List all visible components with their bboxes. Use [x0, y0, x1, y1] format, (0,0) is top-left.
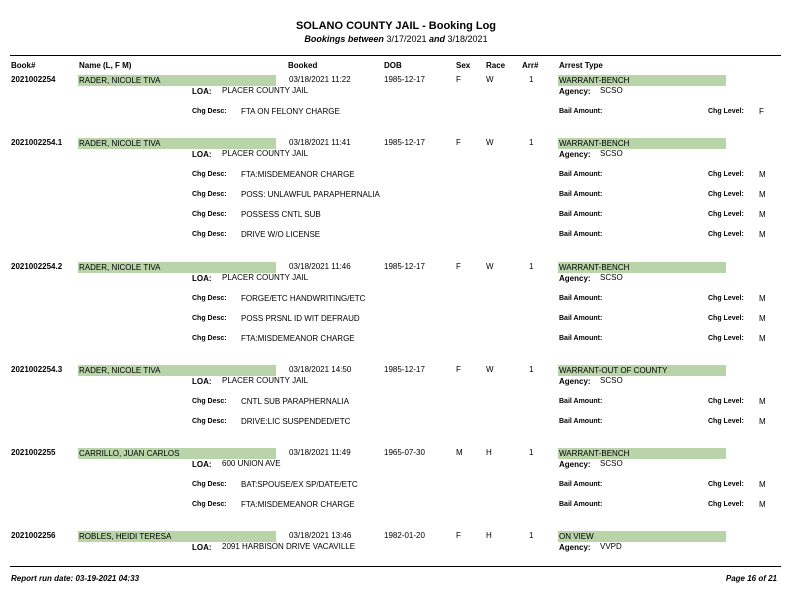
col-header-arr: Arr#: [522, 61, 539, 70]
booking-number: 2021002254: [11, 75, 56, 84]
charge-level: M: [759, 230, 766, 239]
date-of-birth: 1982-01-20: [384, 531, 425, 540]
charge-description: POSSESS CNTL SUB: [241, 210, 321, 219]
booking-number: 2021002254.1: [11, 138, 63, 147]
arrest-type: WARRANT-BENCH: [559, 449, 630, 458]
loa-value: PLACER COUNTY JAIL: [222, 376, 309, 385]
charge-level-label: Chg Level:: [708, 481, 744, 488]
booking-number: 2021002254.3: [11, 365, 63, 374]
sex: F: [456, 365, 461, 374]
arrest-count: 1: [529, 531, 534, 540]
charge-description: FTA:MISDEMEANOR CHARGE: [241, 170, 355, 179]
bail-amount-label: Bail Amount:: [559, 295, 603, 302]
inmate-name: RADER, NICOLE TIVA: [79, 76, 161, 85]
report-title: SOLANO COUNTY JAIL - Booking Log: [295, 20, 497, 32]
inmate-name-highlight: [78, 365, 276, 376]
date-to: 3/18/2021: [447, 34, 488, 44]
charge-level: M: [759, 190, 766, 199]
arrest-type: WARRANT-BENCH: [559, 76, 630, 85]
bail-amount-label: Bail Amount:: [559, 501, 603, 508]
date-of-birth: 1985-12-17: [384, 75, 425, 84]
loa-label: LOA:: [192, 274, 212, 283]
race: H: [486, 531, 492, 540]
arrest-type-highlight: [558, 448, 726, 459]
arrest-count: 1: [529, 262, 534, 271]
loa-value: 2091 HARBISON DRIVE VACAVILLE: [222, 542, 356, 551]
charge-desc-label: Chg Desc:: [192, 481, 227, 488]
charge-level-label: Chg Level:: [708, 231, 744, 238]
charge-level-label: Chg Level:: [708, 315, 744, 322]
charge-level-label: Chg Level:: [708, 171, 744, 178]
booked-datetime: 03/18/2021 11:49: [289, 448, 351, 457]
charge-description: FORGE/ETC HANDWRITING/ETC: [241, 294, 366, 303]
sex: M: [456, 448, 463, 457]
subtitle-prefix: Bookings between: [304, 34, 384, 44]
charge-description: POSS: UNLAWFUL PARAPHERNALIA: [241, 190, 380, 199]
booked-datetime: 03/18/2021 14:50: [289, 365, 352, 374]
booked-datetime: 03/18/2021 11:41: [289, 138, 351, 147]
charge-desc-label: Chg Desc:: [192, 171, 227, 178]
col-header-dob: DOB: [384, 61, 402, 70]
booking-number: 2021002256: [11, 531, 56, 540]
charge-level: M: [759, 334, 766, 343]
loa-label: LOA:: [192, 543, 212, 552]
charge-level: M: [759, 210, 766, 219]
report-subtitle: [0, 34, 792, 44]
report-run-date: Report run date: 03-19-2021 04:33: [11, 574, 140, 583]
loa-label: LOA:: [192, 87, 212, 96]
arrest-type-highlight: [558, 262, 726, 273]
bail-amount-label: Bail Amount:: [559, 171, 603, 178]
charge-description: BAT:SPOUSE/EX SP/DATE/ETC: [241, 480, 358, 489]
charge-description: DRIVE W/O LICENSE: [241, 230, 321, 239]
inmate-name-highlight: [78, 448, 276, 459]
agency-value: SCSO: [600, 273, 623, 282]
arrest-type-highlight: [558, 531, 726, 542]
booking-number: 2021002254.2: [11, 262, 63, 271]
bail-amount-label: Bail Amount:: [559, 481, 603, 488]
subtitle-and: and: [429, 34, 446, 44]
inmate-name: RADER, NICOLE TIVA: [79, 366, 161, 375]
inmate-name: RADER, NICOLE TIVA: [79, 263, 161, 272]
loa-label: LOA:: [192, 150, 212, 159]
race: H: [486, 448, 492, 457]
loa-value: PLACER COUNTY JAIL: [222, 149, 309, 158]
agency-value: SCSO: [600, 149, 623, 158]
date-of-birth: 1985-12-17: [384, 262, 425, 271]
charge-level: M: [759, 417, 766, 426]
bail-amount-label: Bail Amount:: [559, 315, 603, 322]
agency-label: Agency:: [559, 543, 591, 552]
inmate-name-highlight: [78, 138, 276, 149]
inmate-name-highlight: [78, 262, 276, 273]
charge-level: F: [759, 107, 764, 116]
col-header-book: Book#: [11, 61, 36, 70]
loa-value: 600 UNION AVE: [222, 459, 281, 468]
date-of-birth: 1985-12-17: [384, 365, 425, 374]
inmate-name-highlight: [78, 75, 276, 86]
arrest-type-highlight: [558, 365, 726, 376]
date-of-birth: 1985-12-17: [384, 138, 425, 147]
bail-amount-label: Bail Amount:: [559, 335, 603, 342]
bail-amount-label: Bail Amount:: [559, 191, 603, 198]
booked-datetime: 03/18/2021 11:22: [289, 75, 351, 84]
loa-label: LOA:: [192, 377, 212, 386]
sex: F: [456, 75, 461, 84]
loa-value: PLACER COUNTY JAIL: [222, 273, 309, 282]
bail-amount-label: Bail Amount:: [559, 231, 603, 238]
booked-datetime: 03/18/2021 11:46: [289, 262, 351, 271]
charge-level-label: Chg Level:: [708, 418, 744, 425]
charge-desc-label: Chg Desc:: [192, 501, 227, 508]
charge-level: M: [759, 397, 766, 406]
charge-level-label: Chg Level:: [708, 335, 744, 342]
charge-level: M: [759, 500, 766, 509]
col-header-sex: Sex: [456, 61, 471, 70]
charge-desc-label: Chg Desc:: [192, 295, 227, 302]
agency-value: SCSO: [600, 86, 623, 95]
arrest-count: 1: [529, 75, 534, 84]
arrest-count: 1: [529, 448, 534, 457]
col-header-arrest-type: Arrest Type: [559, 61, 603, 70]
booking-number: 2021002255: [11, 448, 56, 457]
charge-desc-label: Chg Desc:: [192, 335, 227, 342]
charge-level: M: [759, 170, 766, 179]
charge-description: POSS PRSNL ID WIT DEFRAUD: [241, 314, 360, 323]
race: W: [486, 365, 494, 374]
charge-level-label: Chg Level:: [708, 295, 744, 302]
loa-label: LOA:: [192, 460, 212, 469]
agency-label: Agency:: [559, 87, 591, 96]
charge-desc-label: Chg Desc:: [192, 211, 227, 218]
arrest-type: ON VIEW: [559, 532, 594, 541]
bail-amount-label: Bail Amount:: [559, 108, 603, 115]
arrest-type: WARRANT-BENCH: [559, 263, 630, 272]
arrest-type-highlight: [558, 75, 726, 86]
charge-desc-label: Chg Desc:: [192, 191, 227, 198]
charge-level-label: Chg Level:: [708, 211, 744, 218]
charge-level-label: Chg Level:: [708, 501, 744, 508]
bail-amount-label: Bail Amount:: [559, 418, 603, 425]
charge-level: M: [759, 480, 766, 489]
charge-desc-label: Chg Desc:: [192, 231, 227, 238]
date-from: 3/17/2021: [386, 34, 427, 44]
col-header-race: Race: [486, 61, 506, 70]
bail-amount-label: Bail Amount:: [559, 211, 603, 218]
arrest-type-highlight: [558, 138, 726, 149]
agency-value: VVPD: [600, 542, 622, 551]
inmate-name-highlight: [78, 531, 276, 542]
charge-description: CNTL SUB PARAPHERNALIA: [241, 397, 350, 406]
arrest-type: WARRANT-OUT OF COUNTY: [559, 366, 668, 375]
inmate-name: CARRILLO, JUAN CARLOS: [79, 449, 180, 458]
charge-level-label: Chg Level:: [708, 191, 744, 198]
col-header-name: Name (L, F M): [79, 61, 132, 70]
race: W: [486, 75, 494, 84]
charge-level-label: Chg Level:: [708, 398, 744, 405]
bail-amount-label: Bail Amount:: [559, 398, 603, 405]
charge-level: M: [759, 294, 766, 303]
charge-description: FTA:MISDEMEANOR CHARGE: [241, 334, 355, 343]
sex: F: [456, 531, 461, 540]
booked-datetime: 03/18/2021 13:46: [289, 531, 352, 540]
arrest-count: 1: [529, 365, 534, 374]
charge-desc-label: Chg Desc:: [192, 398, 227, 405]
race: W: [486, 262, 494, 271]
arrest-count: 1: [529, 138, 534, 147]
arrest-type: WARRANT-BENCH: [559, 139, 630, 148]
charge-desc-label: Chg Desc:: [192, 418, 227, 425]
charge-level: M: [759, 314, 766, 323]
agency-label: Agency:: [559, 460, 591, 469]
charge-description: DRIVE:LIC SUSPENDED/ETC: [241, 417, 351, 426]
charge-level-label: Chg Level:: [708, 108, 744, 115]
header-divider-top: [10, 55, 781, 56]
col-header-booked: Booked: [288, 61, 318, 70]
inmate-name: RADER, NICOLE TIVA: [79, 139, 161, 148]
agency-value: SCSO: [600, 376, 623, 385]
date-of-birth: 1965-07-30: [384, 448, 425, 457]
agency-label: Agency:: [559, 150, 591, 159]
footer-divider: [10, 566, 781, 567]
charge-description: FTA ON FELONY CHARGE: [241, 107, 340, 116]
charge-desc-label: Chg Desc:: [192, 315, 227, 322]
charge-description: FTA:MISDEMEANOR CHARGE: [241, 500, 355, 509]
page-number: Page 16 of 21: [725, 574, 777, 583]
agency-label: Agency:: [559, 274, 591, 283]
sex: F: [456, 138, 461, 147]
loa-value: PLACER COUNTY JAIL: [222, 86, 309, 95]
inmate-name: ROBLES, HEIDI TERESA: [79, 532, 172, 541]
race: W: [486, 138, 494, 147]
agency-value: SCSO: [600, 459, 623, 468]
agency-label: Agency:: [559, 377, 591, 386]
charge-desc-label: Chg Desc:: [192, 108, 227, 115]
sex: F: [456, 262, 461, 271]
